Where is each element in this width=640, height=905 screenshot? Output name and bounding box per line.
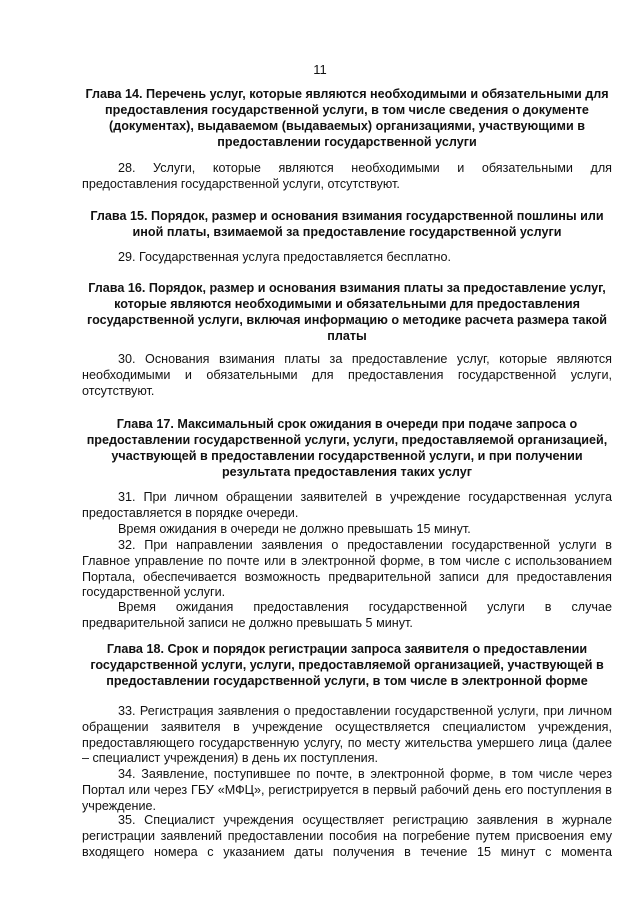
paragraph-31: 31. При личном обращении заявителей в учреждение государственная услуга предоставляется в порядке очереди. xyxy=(82,490,612,520)
paragraph-30: 30. Основания взимания платы за предоставление услуг, которые являются необходимыми и обязательными для предоставления государственной услуги, отсутствуют. xyxy=(82,352,612,398)
chapter-18-heading: Глава 18. Срок и порядок регистрации запроса заявителя о предоставлении государственной услуги, услуги, предоставляемой организацией, участвующей в предоставлении государственной услуги, в том числе в электронной форме xyxy=(90,642,604,688)
chapter-16-heading: Глава 16. Порядок, размер и основания взимания платы за предоставление услуг, которые являются необходимыми и обязательными для предоставления государственной услуги, включая информацию о методике расчета размера такой платы xyxy=(86,281,608,343)
paragraph-35: 35. Специалист учреждения осуществляет регистрацию заявления в журнале регистрации заявлений предоставлении пособия на погребение путем присвоения ему входящего номера с указанием даты получения в течение 15 минут с момента xyxy=(82,813,612,859)
paragraph-28: 28. Услуги, которые являются необходимыми и обязательными для предоставления государственной услуги, отсутствуют. xyxy=(82,161,612,191)
chapter-17-heading: Глава 17. Максимальный срок ожидания в очереди при подаче запроса о предоставлении государственной услуги, услуги, предоставляемой организацией, участвующей в предоставлении государственной услуги, и при получении результата предоставления таких услуг xyxy=(86,417,608,479)
paragraph-29: 29. Государственная услуга предоставляется бесплатно. xyxy=(118,250,452,264)
chapter-15-heading: Глава 15. Порядок, размер и основания взимания государственной пошлины или иной платы, взимаемой за предоставление государственной услуги xyxy=(90,209,604,239)
page-number: 11 xyxy=(313,62,327,77)
paragraph-31-wait-time: Время ожидания в очереди не должно превышать 15 минут. xyxy=(118,522,471,536)
paragraph-34: 34. Заявление, поступившее по почте, в электронной форме, в том числе через Портал или через ГБУ «МФЦ», регистрируется в первый рабочий день его поступления в учреждение. xyxy=(82,767,612,813)
paragraph-32: 32. При направлении заявления о предоставлении государственной услуги в Главное управление по почте или в электронной форме, в том числе с использованием Портала, обеспечивается возможность предварительной записи для предоставления государственной услуги. xyxy=(82,538,612,600)
paragraph-32-wait-time: Время ожидания предоставления государственной услуги в случае предварительной записи не должно превышать 5 минут. xyxy=(82,600,612,630)
paragraph-33: 33. Регистрация заявления о предоставлении государственной услуги, при личном обращении заявителя в учреждение осуществляется специалистом учреждения, предоставляющего государственную услугу, по месту жительства умершего лица (далее – специалист учреждения) в день их поступления. xyxy=(82,704,612,766)
chapter-14-heading: Глава 14. Перечень услуг, которые являются необходимыми и обязательными для предоставления государственной услуги, в том числе сведения о документе (документах), выдаваемом (выдаваемых) организациями, участвующими в предоставлении государственной услуги xyxy=(85,87,609,149)
